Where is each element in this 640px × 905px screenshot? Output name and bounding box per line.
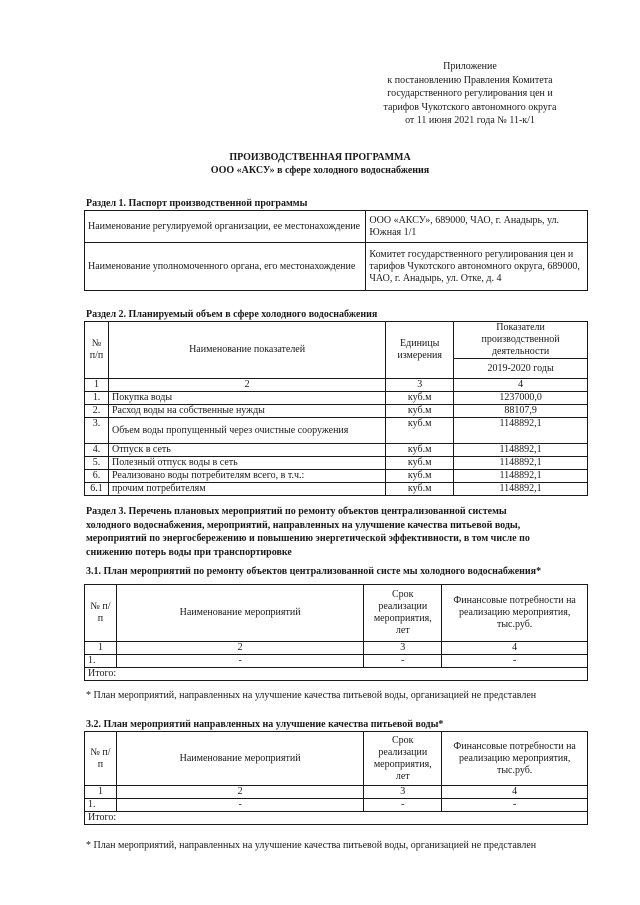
- appendix-line: государственного регулирования цен и: [387, 88, 553, 99]
- row-name: Полезный отпуск воды в сеть: [108, 457, 385, 470]
- total-label: Итого:: [85, 812, 588, 825]
- column-number-row: [85, 379, 588, 392]
- column-number: 4: [442, 642, 588, 655]
- document-title: ПРОИЗВОДСТВЕННАЯ ПРОГРАММА: [229, 152, 411, 163]
- row-name: прочим потребителям: [108, 483, 385, 496]
- col-header-term: Срок реализации мероприятия, лет: [364, 732, 442, 786]
- row-term: -: [364, 655, 442, 668]
- appendix-line: к постановлению Правления Комитета: [387, 74, 553, 86]
- table-total-row: [85, 812, 588, 825]
- col-header-term: Срок реализации мероприятия, лет: [364, 585, 442, 642]
- table-row: [85, 457, 588, 470]
- row-finance: -: [442, 799, 588, 812]
- col-header-finance: Финансовые потребности на реализацию мероприятия, тыс.руб.: [442, 585, 588, 642]
- table-header-row: [85, 322, 588, 359]
- row-value: 1148892,1: [454, 470, 588, 483]
- row-value: 88107,9: [454, 405, 588, 418]
- col-header-unit: Единицы измерения: [386, 322, 454, 379]
- subsection-3-2-heading: 3.2. План мероприятий направленных на улучшение качества питьевой воды*: [86, 719, 444, 730]
- row-num: 2.: [85, 405, 109, 418]
- column-number-row: [85, 642, 588, 655]
- section3-heading-line: холодного водоснабжения, мероприятий, направленных на улучшение качества питьевой воды,: [86, 519, 521, 531]
- column-number: 1: [85, 786, 117, 799]
- row-name: Отпуск в сеть: [108, 444, 385, 457]
- table-row: [85, 483, 588, 496]
- table-row: [85, 405, 588, 418]
- row-unit: куб.м: [386, 392, 454, 405]
- column-number: 3: [364, 642, 442, 655]
- row-value: 1148892,1: [454, 444, 588, 457]
- row-value: 1148892,1: [454, 457, 588, 470]
- appendix-line: тарифов Чукотского автономного округа: [383, 101, 557, 113]
- row-unit: куб.м: [386, 483, 454, 496]
- col-header-name: Наименование мероприятий: [116, 585, 363, 642]
- column-number: 2: [108, 379, 385, 392]
- table-row: [85, 392, 588, 405]
- repair-plan-table: [84, 584, 588, 681]
- column-number: 3: [364, 786, 442, 799]
- row-name: Реализовано воды потребителям всего, в т.ч.:: [108, 470, 385, 483]
- table-row: [85, 243, 588, 291]
- volume-table: [84, 321, 588, 496]
- subsection-3-1-heading: 3.1. План мероприятий по ремонту объектов централизованной систе мы холодного водоснабжения*: [86, 566, 542, 577]
- table-row: [85, 470, 588, 483]
- footnote: * План мероприятий, направленных на улучшение качества питьевой воды, организацией не представлен: [86, 840, 537, 851]
- col-header-num: № п/п: [85, 585, 117, 642]
- row-name: Расход воды на собственные нужды: [108, 405, 385, 418]
- section3-heading: [86, 505, 586, 560]
- row-name: Объем воды пропущенный через очистные сооружения: [108, 418, 385, 444]
- passport-value: ООО «АКСУ», 689000, ЧАО, г. Анадырь, ул. Южная 1/1: [366, 211, 588, 243]
- column-number: 4: [454, 379, 588, 392]
- row-value: 1148892,1: [454, 483, 588, 496]
- row-unit: куб.м: [386, 444, 454, 457]
- appendix-line: от 11 июня 2021 года № 11-к/1: [405, 115, 535, 126]
- appendix-block: [360, 60, 580, 128]
- passport-table: [84, 210, 588, 291]
- row-value: 1148892,1: [454, 418, 588, 444]
- row-term: -: [364, 799, 442, 812]
- row-finance: -: [442, 655, 588, 668]
- row-name: -: [116, 799, 363, 812]
- col-header-num: № п/п: [85, 732, 117, 786]
- row-name: Покупка воды: [108, 392, 385, 405]
- column-number: 1: [85, 642, 117, 655]
- column-number: 1: [85, 379, 109, 392]
- passport-label: Наименование уполномоченного органа, его местонахождение: [85, 243, 366, 291]
- row-value: 1237000,0: [454, 392, 588, 405]
- section3-heading-line: мероприятий по энергосбережению и повышению энергетической эффективности, в том числе по: [86, 533, 530, 545]
- row-num: 1.: [85, 655, 117, 668]
- row-num: 1.: [85, 799, 117, 812]
- column-number: 4: [442, 786, 588, 799]
- row-num: 4.: [85, 444, 109, 457]
- appendix-line: Приложение: [443, 61, 497, 72]
- document-subtitle: ООО «АКСУ» в сфере холодного водоснабжения: [210, 165, 430, 176]
- total-label: Итого:: [85, 668, 588, 681]
- col-header-perf: Показатели производственной деятельности: [454, 322, 588, 359]
- row-num: 1.: [85, 392, 109, 405]
- row-unit: куб.м: [386, 405, 454, 418]
- passport-label: Наименование регулируемой организации, ее местонахождение: [85, 211, 366, 243]
- row-num: 3.: [85, 418, 109, 444]
- section3-heading-line: снижению потерь воды при транспортировке: [86, 547, 292, 559]
- col-header-num: № п/п: [85, 322, 109, 379]
- column-number: 2: [116, 786, 363, 799]
- section3-heading-line: Раздел 3. Перечень плановых мероприятий по ремонту объектов централизованной системы: [86, 506, 507, 517]
- column-number: 2: [116, 642, 363, 655]
- table-row: [85, 211, 588, 243]
- row-unit: куб.м: [386, 457, 454, 470]
- table-total-row: [85, 668, 588, 681]
- column-number: 3: [386, 379, 454, 392]
- row-num: 5.: [85, 457, 109, 470]
- col-header-name: Наименование показателей: [108, 322, 385, 379]
- column-number-row: [85, 786, 588, 799]
- table-row: [85, 418, 588, 444]
- row-num: 6.: [85, 470, 109, 483]
- row-unit: куб.м: [386, 470, 454, 483]
- water-quality-plan-table: [84, 731, 588, 825]
- col-header-name: Наименование мероприятий: [116, 732, 363, 786]
- col-header-period: 2019-2020 годы: [454, 359, 588, 379]
- table-row: [85, 444, 588, 457]
- col-header-finance: Финансовые потребности на реализацию мероприятия, тыс.руб.: [442, 732, 588, 786]
- section2-heading: Раздел 2. Планируемый объем в сфере холодного водоснабжения: [86, 309, 378, 320]
- passport-value: Комитет государственного регулирования цен и тарифов Чукотского автономного округа, 689000, ЧАО, г. Анадырь, ул. Отке, д. 4: [366, 243, 588, 291]
- row-name: -: [116, 655, 363, 668]
- row-num: 6.1: [85, 483, 109, 496]
- row-unit: куб.м: [386, 418, 454, 444]
- table-row: [85, 655, 588, 668]
- table-row: [85, 799, 588, 812]
- table-header-row: [85, 732, 588, 786]
- table-header-row: [85, 585, 588, 642]
- footnote: * План мероприятий, направленных на улучшение качества питьевой воды, организацией не представлен: [86, 690, 537, 701]
- section1-heading: Раздел 1. Паспорт производственной программы: [86, 198, 308, 209]
